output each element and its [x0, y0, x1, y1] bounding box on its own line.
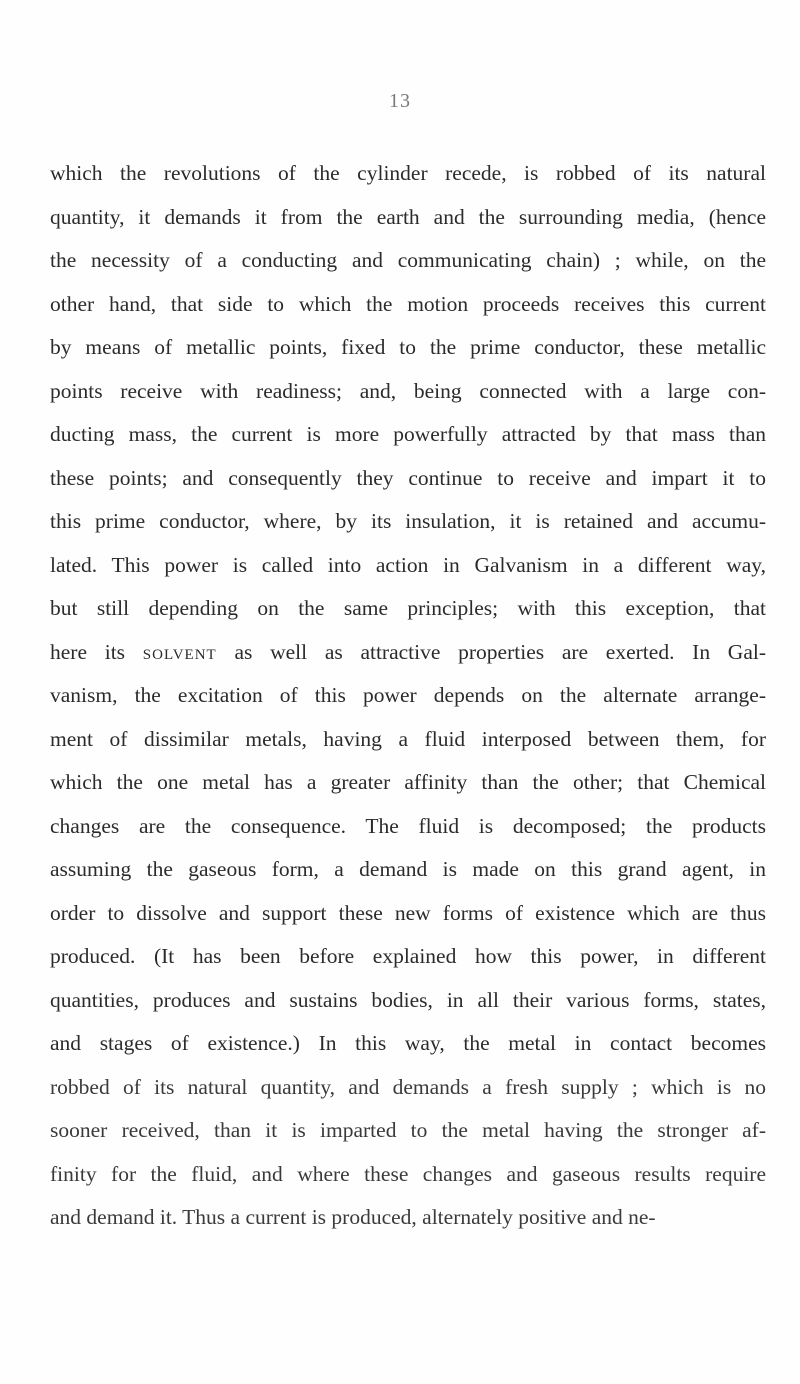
body-text: [50, 152, 766, 1240]
text-line-13: vanism, the excitation of this power depends on the alternate arrange-: [50, 683, 766, 707]
text-line-8: these points; and consequently they continue to receive and impart it to: [50, 465, 766, 490]
text-line-10: lated. This power is called into action in Galvanism in a different way,: [50, 552, 766, 577]
text-line-3: the necessity of a conducting and communicating chain) ; while, on the: [50, 248, 766, 272]
text-line-15: which the one metal has a greater affinity than the other; that Chemical: [50, 770, 766, 794]
text-line-9: this prime conductor, where, by its insulation, it is retained and accumu-: [50, 509, 766, 533]
text-line-5: by means of metallic points, fixed to the prime conductor, these metallic: [50, 335, 766, 359]
text-line-12-after: as well as attractive properties are exerted. In Gal-: [216, 639, 766, 664]
text-line-24: finity for the fluid, and where these changes and gaseous results require: [50, 1161, 766, 1186]
text-line-1: which the revolutions of the cylinder recede, is robbed of its natural: [50, 161, 766, 185]
text-line-21: and stages of existence.) In this way, the metal in contact becomes: [50, 1031, 766, 1055]
text-line-23: sooner received, than it is imparted to the metal having the stronger af-: [50, 1118, 766, 1142]
text-line-11: [50, 587, 766, 631]
text-line-12-before: here its: [50, 639, 143, 664]
text-line-18: order to dissolve and support these new forms of existence which are thus: [50, 900, 766, 925]
text-line-4: other hand, that side to which the motion proceeds receives this current: [50, 291, 766, 316]
text-line-25: and demand it. Thus a current is produced, alternately positive and ne-: [50, 1205, 656, 1229]
text-line-20: quantities, produces and sustains bodies, in all their various forms, states,: [50, 987, 766, 1012]
text-line-19: produced. (It has been before explained how this power, in different: [50, 944, 766, 968]
page-number: 13: [389, 90, 411, 112]
text-line-7: ducting mass, the current is more powerfully attracted by that mass than: [50, 422, 766, 446]
smallcaps-solvent: solvent: [142, 639, 217, 664]
text-line-22: robbed of its natural quantity, and demands a fresh supply ; which is no: [50, 1074, 766, 1099]
text-line-16: changes are the consequence. The fluid is decomposed; the products: [50, 813, 766, 838]
text-line-17: assuming the gaseous form, a demand is made on this grand agent, in: [50, 857, 766, 881]
text-line-12: [50, 631, 766, 675]
text-line-11-text: but still depending on the same principles; with this exception, that: [50, 596, 766, 620]
text-line-6: points receive with readiness; and, being connected with a large con-: [50, 378, 766, 403]
text-line-14: ment of dissimilar metals, having a fluid interposed between them, for: [50, 726, 766, 751]
text-line-2: quantity, it demands it from the earth and the surrounding media, (hence: [50, 204, 766, 229]
